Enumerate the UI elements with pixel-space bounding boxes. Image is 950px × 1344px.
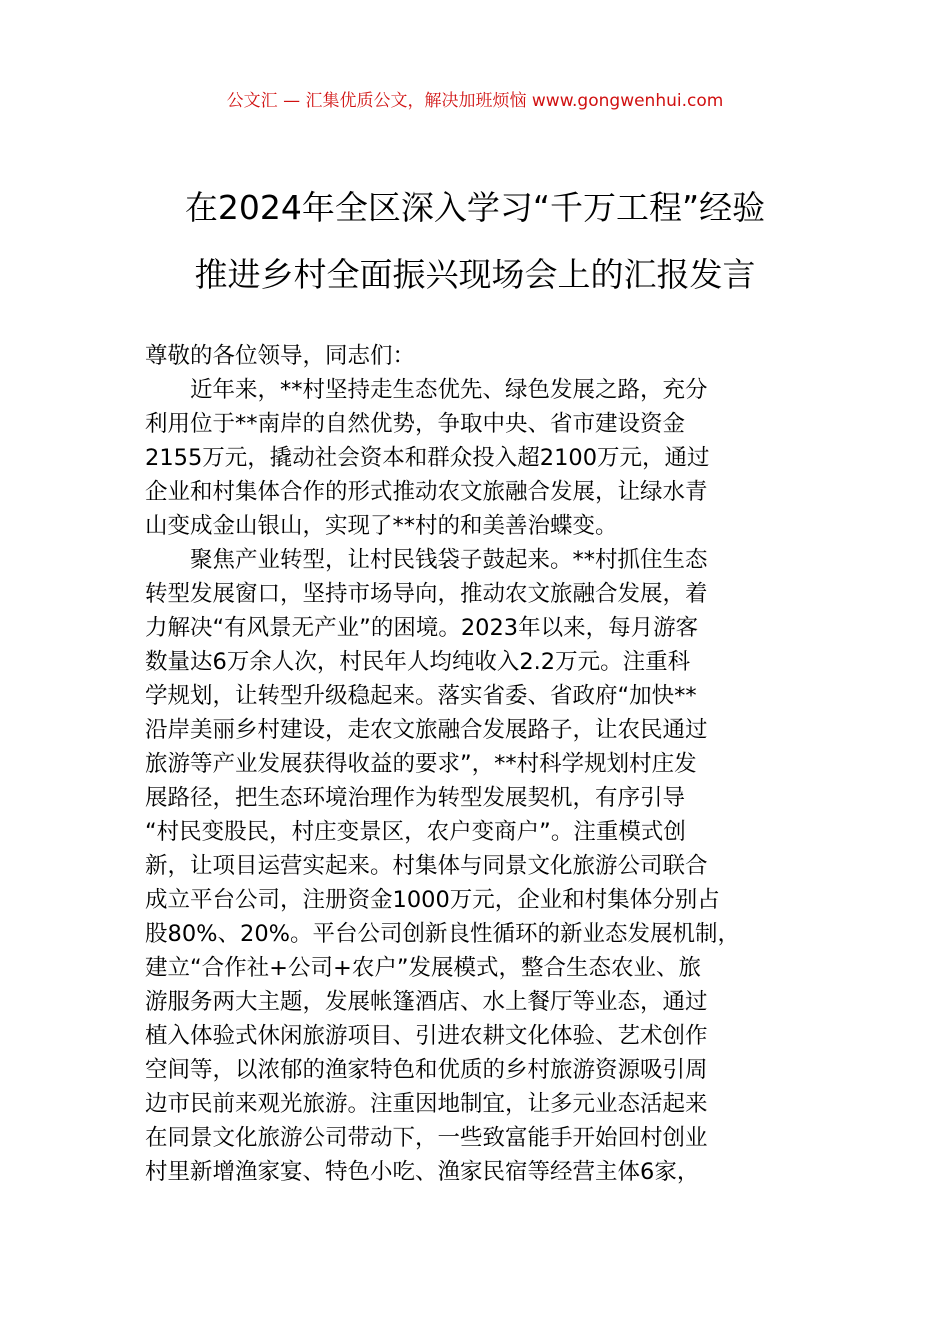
body-line: 数量达6万余人次，村民年人均纯收入2.2万元。注重科 bbox=[145, 649, 691, 675]
body-line: 企业和村集体合作的形式推动农文旅融合发展，让绿水青 bbox=[145, 479, 708, 505]
body-line: 展路径，把生态环境治理作为转型发展契机，有序引导 bbox=[145, 785, 686, 811]
salutation-line: 尊敬的各位领导，同志们： bbox=[145, 343, 416, 369]
body-line: 空间等，以浓郁的渔家特色和优质的乡村旅游资源吸引周 bbox=[145, 1057, 708, 1083]
body-line: 股80%、20%。平台公司创新良性循环的新业态发展机制， bbox=[145, 921, 741, 947]
body-line: 2155万元，撬动社会资本和群众投入超2100万元，通过 bbox=[145, 445, 710, 471]
site-header-banner: 公文汇 — 汇集优质公文，解决加班烦恼 www.gongwenhui.com bbox=[226, 91, 724, 111]
document-title-line-1: 在2024年全区深入学习“千万工程”经验 bbox=[184, 188, 766, 227]
body-line: 在同景文化旅游公司带动下，一些致富能手开始回村创业 bbox=[145, 1125, 708, 1151]
body-line: 近年来，**村坚持走生态优先、绿色发展之路，充分 bbox=[145, 377, 708, 403]
body-line: 村里新增渔家宴、特色小吃、渔家民宿等经营主体6家， bbox=[145, 1159, 700, 1185]
body-line: 力解决“有风景无产业”的困境。2023年以来，每月游客 bbox=[145, 615, 699, 641]
body-line: 学规划，让转型升级稳起来。落实省委、省政府“加快** bbox=[145, 683, 697, 709]
body-line: 建立“合作社+公司+农户”发展模式，整合生态农业、旅 bbox=[145, 955, 702, 981]
document-title-line-2: 推进乡村全面振兴现场会上的汇报发言 bbox=[194, 255, 756, 294]
body-line: 转型发展窗口，坚持市场导向，推动农文旅融合发展，着 bbox=[145, 581, 708, 607]
body-line: 边市民前来观光旅游。注重因地制宜，让多元业态活起来 bbox=[145, 1091, 708, 1117]
body-line: 游服务两大主题，发展帐篷酒店、水上餐厅等业态，通过 bbox=[145, 989, 708, 1015]
body-line: 旅游等产业发展获得收益的要求”，**村科学规划村庄发 bbox=[145, 751, 697, 777]
body-line: 植入体验式休闲旅游项目、引进农耕文化体验、艺术创作 bbox=[145, 1023, 708, 1049]
body-line: 山变成金山银山，实现了**村的和美善治蝶变。 bbox=[145, 513, 618, 539]
body-line: 聚焦产业转型，让村民钱袋子鼓起来。**村抓住生态 bbox=[145, 547, 708, 573]
body-line: 利用位于**南岸的自然优势，争取中央、省市建设资金 bbox=[145, 411, 686, 437]
body-line: 新，让项目运营实起来。村集体与同景文化旅游公司联合 bbox=[145, 853, 708, 879]
body-line: “村民变股民，村庄变景区，农户变商户”。注重模式创 bbox=[145, 819, 686, 845]
body-line: 沿岸美丽乡村建设，走农文旅融合发展路子，让农民通过 bbox=[145, 717, 708, 743]
body-line: 成立平台公司，注册资金1000万元，企业和村集体分别占 bbox=[145, 887, 720, 913]
